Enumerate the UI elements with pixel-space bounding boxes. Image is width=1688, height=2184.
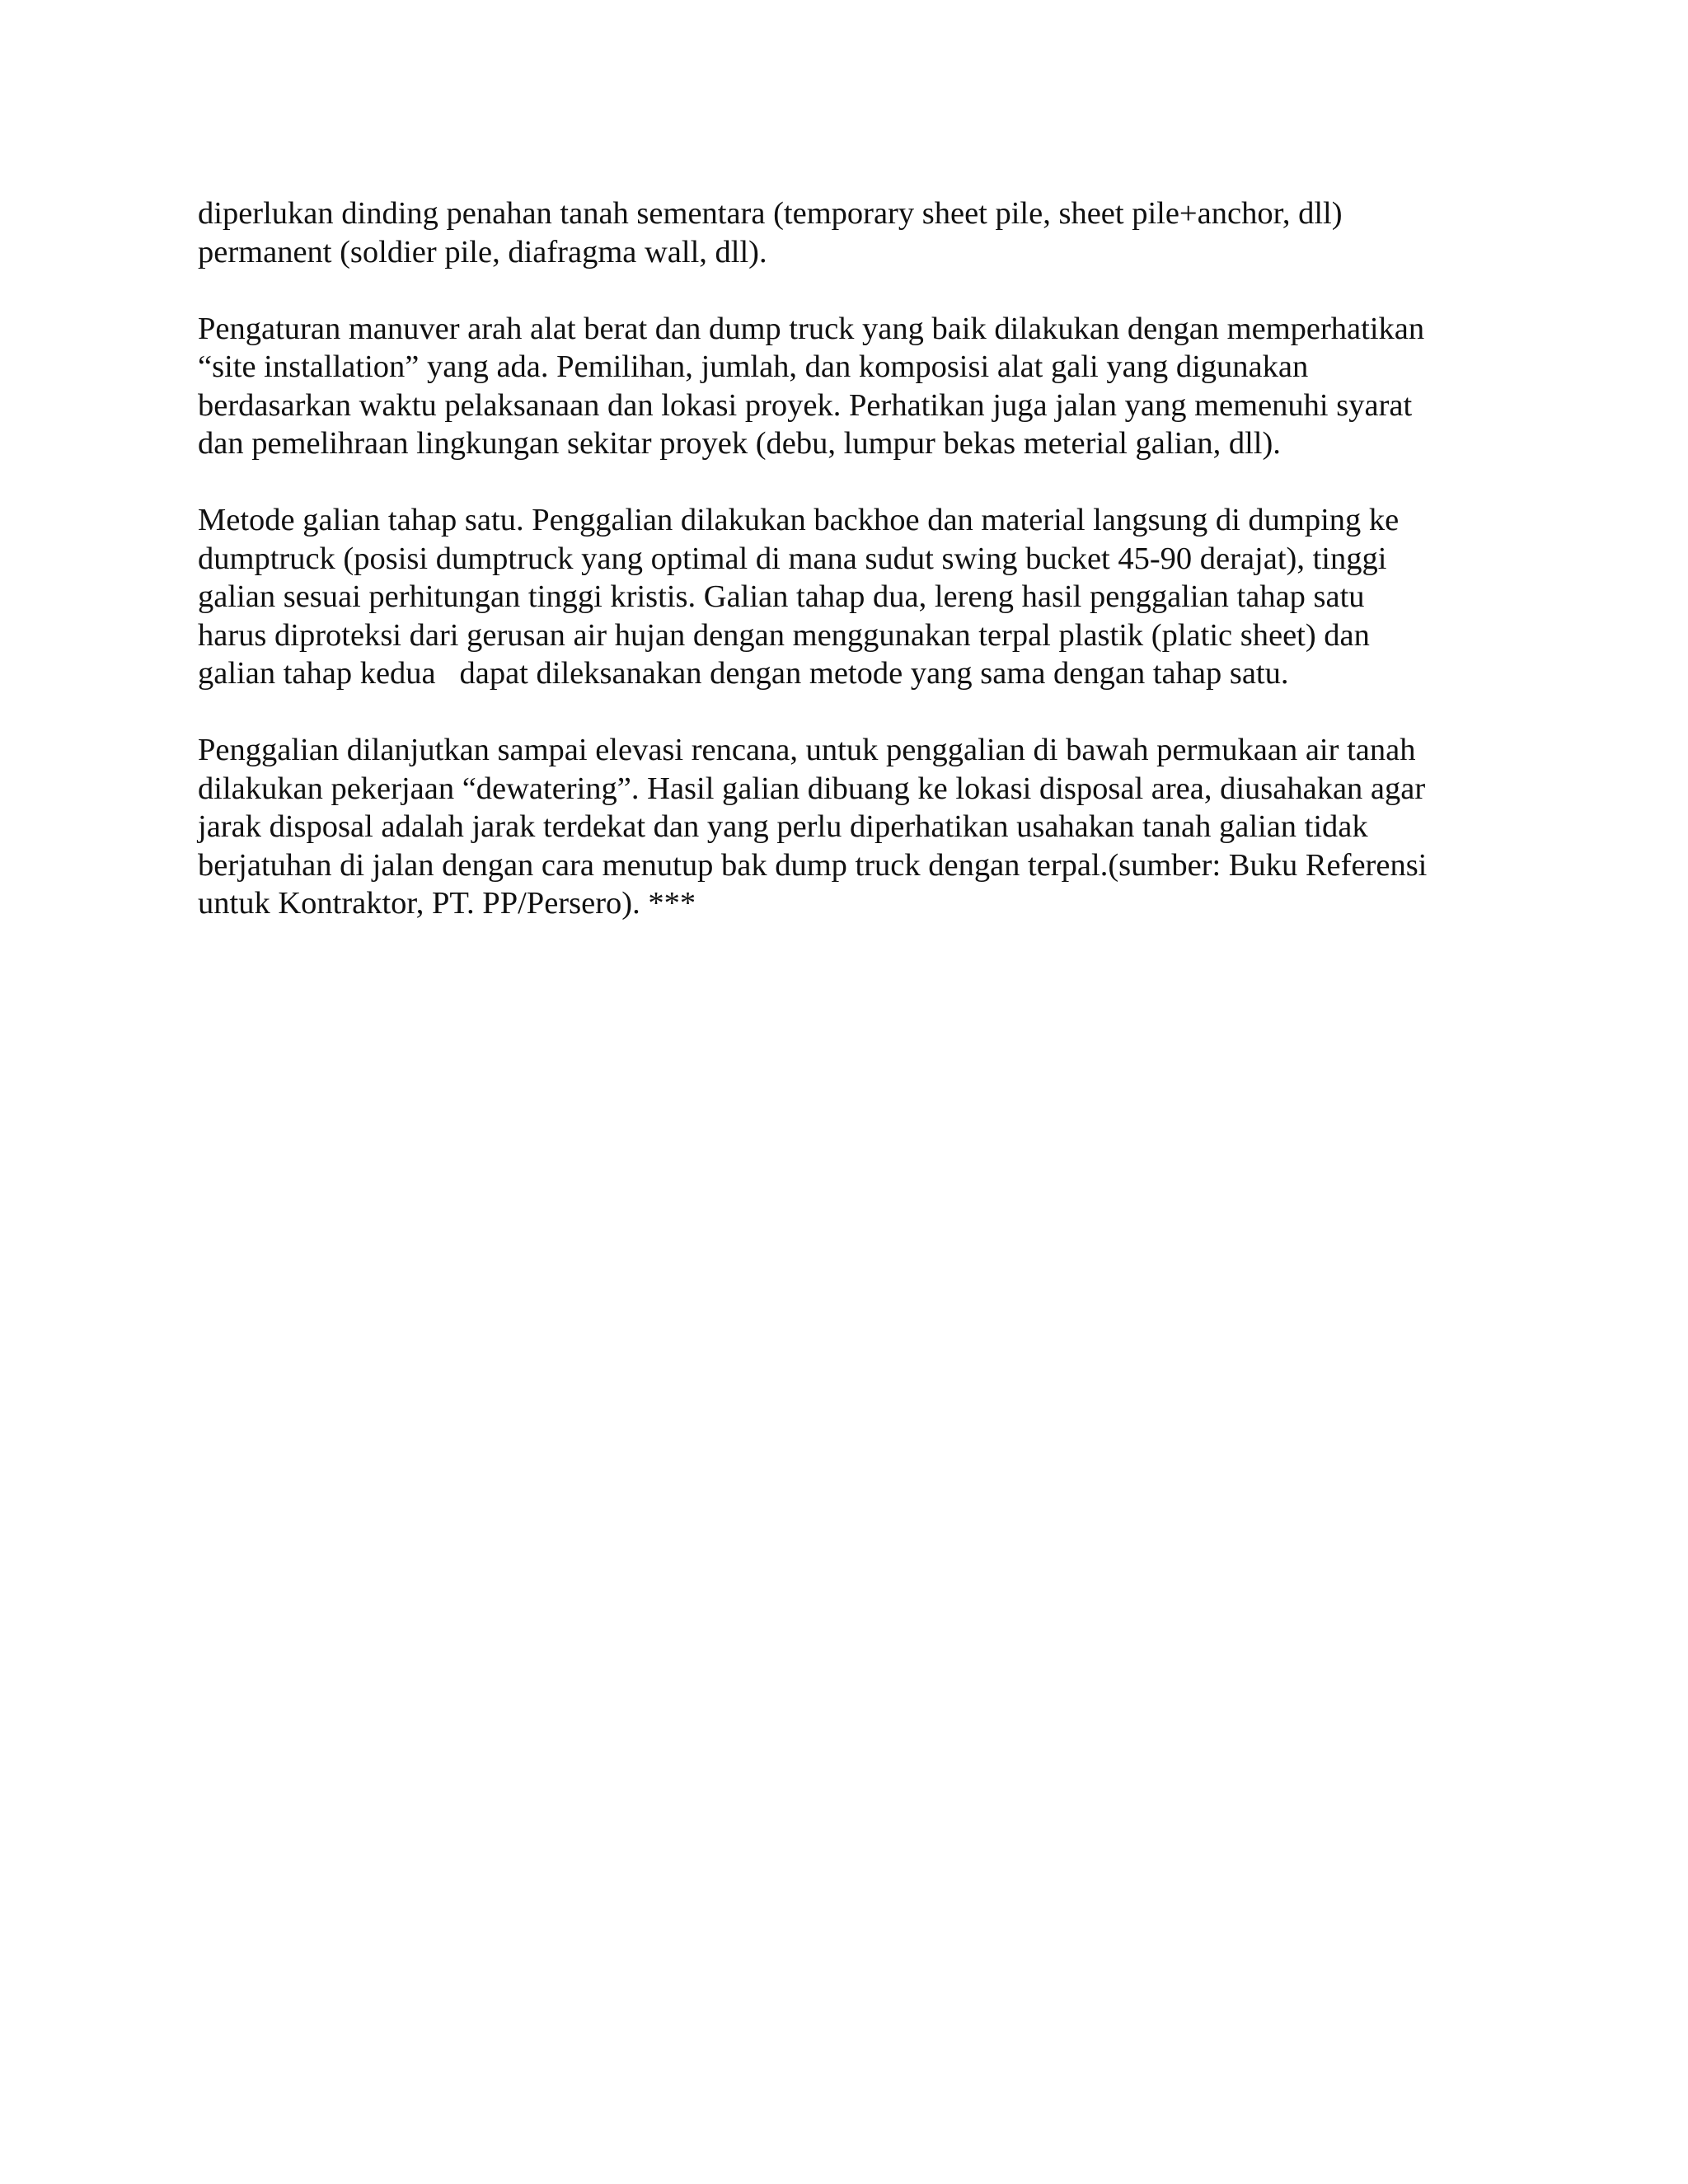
text-line: dan pemelihraan lingkungan sekitar proyek (debu, lumpur bekas meterial galian, dll). [198,426,1281,461]
text-line: diperlukan dinding penahan tanah sementara (temporary sheet pile, sheet pile+anchor, dll) [198,196,1343,231]
paragraph-3 [198,501,1500,693]
text-line: berdasarkan waktu pelaksanaan dan lokasi proyek. Perhatikan juga jalan yang memenuhi syarat [198,387,1413,423]
paragraph-4 [198,731,1500,923]
text-line: harus diproteksi dari gerusan air hujan dengan menggunakan terpal plastik (platic sheet) dan [198,617,1370,653]
text-line: jarak disposal adalah jarak terdekat dan yang perlu diperhatikan usahakan tanah galian tidak [198,809,1368,844]
text-line: untuk Kontraktor, PT. PP/Persero). *** [198,886,696,921]
text-line: Metode galian tahap satu. Penggalian dilakukan backhoe dan material langsung di dumping ke [198,503,1400,537]
document-body [198,194,1500,961]
paragraph-1 [198,194,1500,271]
paragraph-2 [198,310,1500,463]
text-line: Pengaturan manuver arah alat berat dan dump truck yang baik dilakukan dengan memperhatikan [198,311,1425,346]
text-line: “site installation” yang ada. Pemilihan, jumlah, dan komposisi alat gali yang digunakan [198,349,1309,384]
text-line: Penggalian dilanjutkan sampai elevasi rencana, untuk penggalian di bawah permukaan air tanah [198,733,1416,767]
text-line: berjatuhan di jalan dengan cara menutup bak dump truck dengan terpal.(sumber: Buku Referensi [198,847,1428,883]
text-line: galian sesuai perhitungan tinggi kristis. Galian tahap dua, lereng hasil penggalian tahap satu [198,579,1365,614]
text-line: galian tahap kedua dapat dileksanakan dengan metode yang sama dengan tahap satu. [198,656,1289,691]
text-line: dilakukan pekerjaan “dewatering”. Hasil galian dibuang ke lokasi disposal area, diusahakan agar [198,771,1426,806]
text-line: permanent (soldier pile, diafragma wall, dll). [198,234,767,269]
text-line: dumptruck (posisi dumptruck yang optimal di mana sudut swing bucket 45-90 derajat), tinggi [198,541,1387,576]
